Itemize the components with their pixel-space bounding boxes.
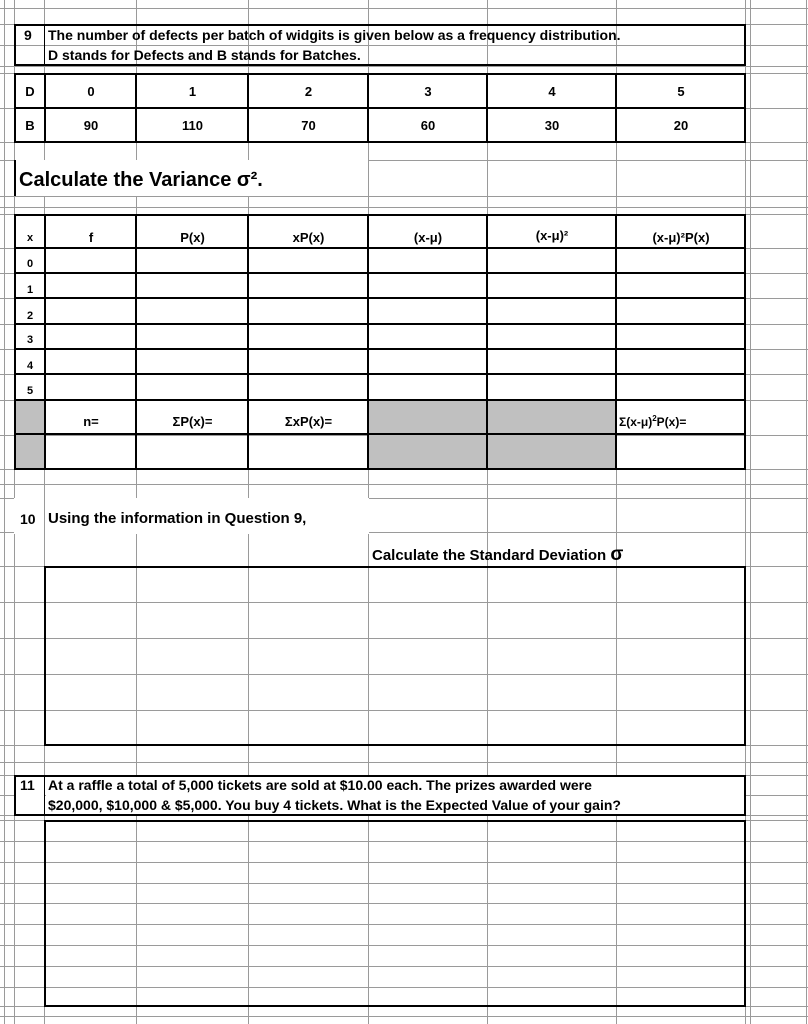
header-x-minus-mu: (x-μ) — [413, 230, 443, 245]
header-x-minus-mu-squared: (x-μ)² — [535, 228, 569, 243]
question-text-line-1: The number of defects per batch of widgits is given below as a frequency distribution. — [48, 27, 621, 43]
question-number: 11 — [20, 777, 35, 793]
d-value: 1 — [188, 84, 197, 99]
header-px: P(x) — [180, 230, 205, 245]
question-number: 10 — [20, 511, 36, 527]
question-text-line-2: $20,000, $10,000 & $5,000. You buy 4 tickets. What is the Expected Value of your gain? — [48, 797, 621, 813]
d-value: 3 — [424, 84, 432, 99]
answer-box[interactable] — [44, 566, 746, 746]
question-text: Using the information in Question 9, — [48, 510, 307, 527]
b-value: 60 — [420, 118, 436, 133]
std-dev-instruction: Calculate the Standard Deviation σ — [372, 544, 624, 565]
sum-variance-label: $\Sigma(x-\mu)^2P(x)=$ — [619, 414, 687, 429]
x-value: 0 — [26, 258, 34, 270]
variance-heading — [14, 160, 369, 196]
x-value: 2 — [26, 310, 34, 322]
sum-xpx-label: ΣxP(x)= — [284, 414, 333, 429]
question-number: 9 — [24, 27, 32, 43]
variance-title: Calculate the Variance σ². — [19, 169, 263, 191]
b-value: 110 — [182, 118, 203, 133]
x-value: 3 — [26, 334, 34, 346]
x-value: 1 — [26, 284, 34, 296]
x-value: 5 — [26, 385, 34, 397]
header-x: x — [26, 232, 34, 244]
sum-n-label: n= — [83, 414, 99, 429]
b-value: 70 — [301, 118, 316, 133]
header-f: f — [88, 230, 94, 245]
answer-box[interactable] — [44, 820, 746, 1007]
header-squared-times-px: (x-μ)²P(x) — [652, 230, 710, 245]
d-value: 0 — [87, 84, 95, 99]
header-xpx: xP(x) — [292, 230, 325, 245]
question-text-line-2: D stands for Defects and B stands for Batches. — [48, 47, 361, 63]
d-value: 5 — [677, 84, 685, 99]
d-value: 2 — [304, 84, 313, 99]
row-label-b: B — [25, 118, 35, 133]
d-value: 4 — [548, 84, 556, 99]
x-value: 4 — [26, 360, 34, 372]
sum-px-label: ΣP(x)= — [172, 414, 213, 429]
b-value: 30 — [544, 118, 560, 133]
b-value: 20 — [673, 118, 689, 133]
row-label-d: D — [25, 84, 35, 99]
question-text-line-1: At a raffle a total of 5,000 tickets are sold at $10.00 each. The prizes awarded were — [48, 777, 592, 793]
b-value: 90 — [83, 118, 99, 133]
